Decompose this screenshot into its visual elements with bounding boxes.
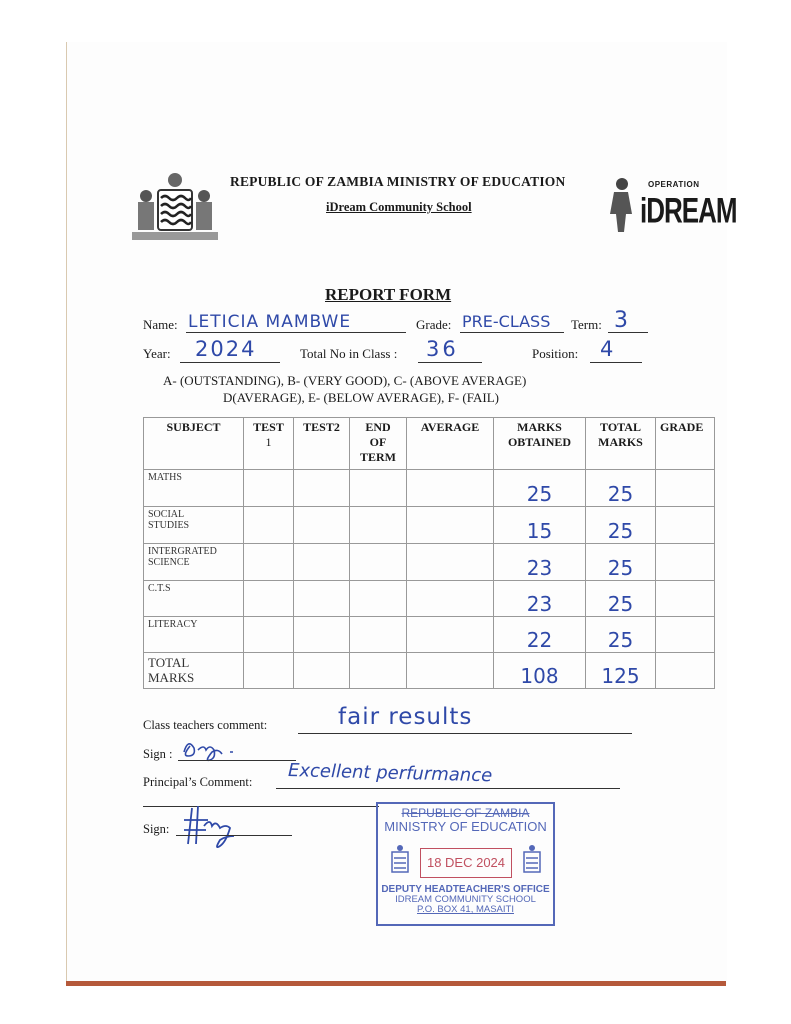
class-total-label: Total No in Class :	[300, 346, 398, 361]
operation-idream-logo	[604, 172, 737, 234]
sign2-label: Sign:	[143, 822, 170, 836]
total-marks-cell: 25	[586, 581, 656, 617]
col-total-marks: TOTAL MARKS	[586, 418, 656, 470]
year-label: Year:	[143, 346, 171, 361]
table-row-total	[144, 653, 715, 689]
stamp-line3: DEPUTY HEADTEACHER'S OFFICE	[381, 884, 550, 895]
principal-comment-value: Excellent perfurmance	[287, 760, 493, 787]
table-row	[144, 470, 715, 507]
ministry-title: REPUBLIC OF ZAMBIA MINISTRY OF EDUCATION	[230, 174, 566, 189]
col-test1: TEST 1	[244, 418, 294, 470]
stamp-coat-left-icon	[386, 844, 414, 878]
name-label: Name:	[143, 317, 178, 332]
marks-obtained-cell: 22	[494, 617, 586, 653]
grade-legend-line2: D(AVERAGE), E- (BELOW AVERAGE), F- (FAIL)	[223, 390, 499, 405]
position-label: Position:	[532, 346, 579, 361]
logo-text-operation: OPERATION	[648, 180, 700, 189]
principal-signature-icon	[180, 804, 260, 852]
sign1-label: Sign :	[143, 747, 173, 761]
principal-comment-label: Principal’s Comment:	[143, 775, 253, 789]
total-marks-cell: 25	[586, 617, 656, 653]
col-test2: TEST2	[294, 418, 350, 470]
table-row	[144, 581, 715, 617]
grade-label: Grade:	[416, 317, 452, 332]
grade-legend-line1: A- (OUTSTANDING), B- (VERY GOOD), C- (ABOVE AVERAGE)	[163, 373, 527, 388]
marks-obtained-cell: 25	[494, 470, 586, 507]
marks-obtained-cell: 15	[494, 507, 586, 544]
term-label: Term:	[571, 317, 602, 332]
report-form-title: REPORT FORM	[325, 285, 452, 304]
col-average: AVERAGE	[407, 418, 494, 470]
class-total-value: 36	[426, 337, 459, 361]
col-end-of-term: END OF TERM	[350, 418, 407, 470]
student-name: LETICIA MAMBWE	[188, 312, 352, 332]
year-value: 2024	[195, 337, 257, 361]
table-row	[144, 617, 715, 653]
stamp-coat-right-icon	[518, 844, 546, 878]
table-row	[144, 507, 715, 544]
stamp-line2: MINISTRY OF EDUCATION	[384, 819, 547, 834]
marks-obtained-cell: 108	[494, 653, 586, 689]
teacher-signature-icon	[178, 734, 242, 762]
table-row	[144, 544, 715, 581]
subject-cell: LITERACY	[144, 617, 244, 653]
total-marks-cell: 25	[586, 507, 656, 544]
subject-cell: TOTAL MARKS	[144, 653, 244, 689]
subject-cell: SOCIAL STUDIES	[144, 507, 244, 544]
logo-text-idream: iDREAM	[640, 190, 737, 231]
subject-cell: INTERGRATED SCIENCE	[144, 544, 244, 581]
stamp-line4: IDREAM COMMUNITY SCHOOL	[395, 894, 536, 905]
grade-value: PRE-CLASS	[462, 312, 551, 331]
paper-bottom-edge	[66, 981, 726, 986]
coat-of-arms-icon	[128, 170, 222, 248]
table-header-row	[144, 418, 715, 470]
col-grade: GRADE	[656, 418, 715, 470]
official-stamp	[376, 802, 555, 926]
school-name: iDream Community School	[326, 200, 472, 214]
subject-cell: C.T.S	[144, 581, 244, 617]
position-value: 4	[600, 337, 614, 361]
col-subject: SUBJECT	[144, 418, 244, 470]
total-marks-cell: 25	[586, 470, 656, 507]
stamp-date: 18 DEC 2024	[420, 848, 512, 878]
total-marks-cell: 25	[586, 544, 656, 581]
teacher-comment-value: fair results	[338, 704, 473, 730]
col-marks-obtained: MARKS OBTAINED	[494, 418, 586, 470]
marks-obtained-cell: 23	[494, 544, 586, 581]
person-icon	[604, 172, 640, 234]
marks-obtained-cell: 23	[494, 581, 586, 617]
subject-cell: MATHS	[144, 470, 244, 507]
stamp-line1: REPUBLIC OF ZAMBIA	[401, 806, 530, 820]
teacher-comment-label: Class teachers comment:	[143, 718, 268, 732]
term-value: 3	[614, 308, 628, 333]
marks-table	[143, 417, 715, 689]
stamp-line5: P.O. BOX 41, MASAITI	[417, 904, 514, 915]
total-marks-cell: 125	[586, 653, 656, 689]
